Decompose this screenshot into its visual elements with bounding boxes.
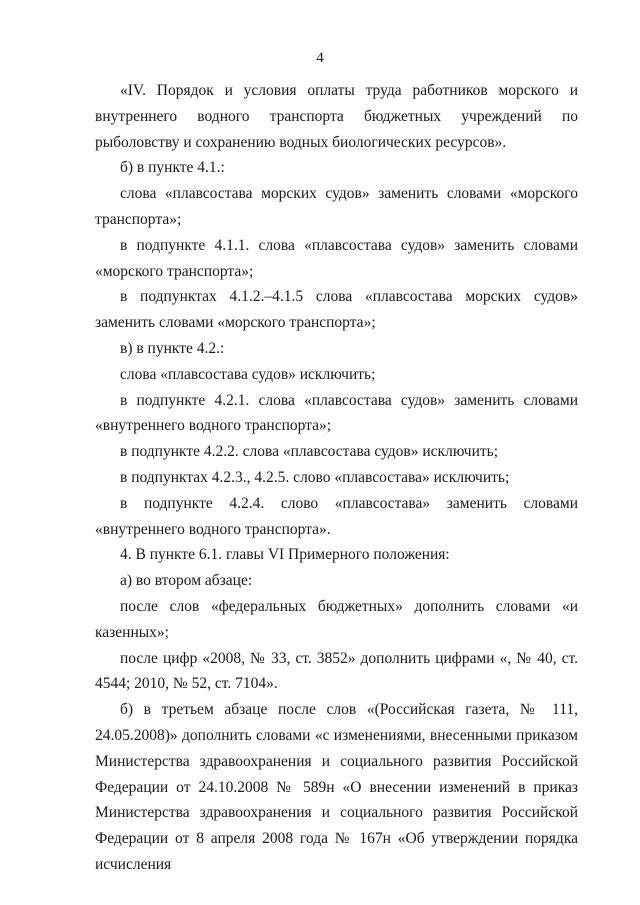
paragraph: б) в третьем абзаце после слов «(Российская газета, № 111, 24.05.2008)» дополнить словами «с изменениями, внесенными приказом Министерства здравоохранения и социального развития Российской Федерации от 24.10.2008 № 589н «О внесении изменений в приказ Министерства здравоохранения и социального развития Российской Федерации от 8 апреля 2008 года № 167н «Об утверждении порядка исчисления [95,701,578,873]
paragraph: «IV. Порядок и условия оплаты труда работников морского и внутреннего водного транспорта бюджетных учреждений по рыболовству и сохранению водных биологических ресурсов». [95,82,578,151]
paragraph: после цифр «2008, № 33, ст. 3852» дополнить цифрами «, № 40, ст. 4544; 2010, № 52, ст. 7104». [95,649,578,693]
paragraph: слова «плавсостава морских судов» заменить словами «морского транспорта»; [95,185,578,228]
paragraph: 4. В пункте 6.1. главы VI Примерного положения: [120,546,450,564]
paragraph: в подпункте 4.1.1. слова «плавсостава судов» заменить словами «морского транспорта»; [95,236,578,280]
paragraph: слова «плавсостава судов» исключить; [120,365,376,383]
paragraph: после слов «федеральных бюджетных» дополнить словами «и казенных»; [95,597,578,641]
paragraph: в подпунктах 4.1.2.–4.1.5 слова «плавсостава морских судов» заменить словами «морского транспорта»; [95,288,578,332]
paragraph: в подпункте 4.2.1. слова «плавсостава судов» заменить словами «внутреннего водного транспорта»; [95,391,578,435]
paragraph: а) во втором абзаце: [120,572,253,590]
page-number: 4 [316,50,324,66]
paragraph: в подпунктах 4.2.3., 4.2.5. слово «плавсостава» исключить; [120,468,510,486]
paragraph: б) в пункте 4.1.: [120,159,225,177]
paragraph: в подпункте 4.2.2. слова «плавсостава судов» исключить; [120,443,499,461]
paragraph: в) в пункте 4.2.: [120,339,225,357]
document-body [95,78,578,878]
paragraph: в подпункте 4.2.4. слово «плавсостава» заменить словами «внутреннего водного транспорта». [95,494,578,538]
